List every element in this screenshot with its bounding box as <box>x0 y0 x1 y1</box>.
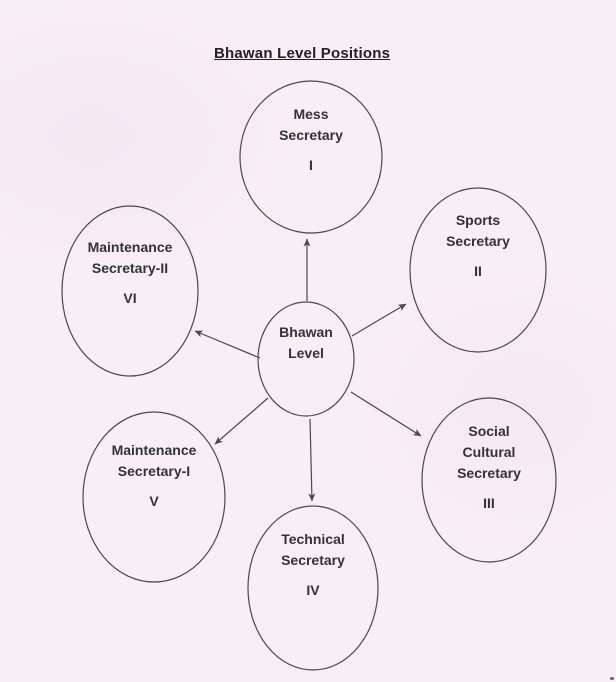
ellipse-bhawan-level <box>258 302 354 416</box>
arrow-center-to-sports <box>352 304 406 336</box>
arrow-center-to-social <box>351 392 421 436</box>
node-label-line: Secretary-I <box>117 463 191 479</box>
ellipse-technical-secretary <box>248 506 378 670</box>
page-title: Bhawan Level Positions <box>214 45 391 62</box>
node-numeral: II <box>474 263 482 279</box>
node-numeral: IV <box>306 582 320 598</box>
ellipse-maintenance-secretary-ii <box>62 206 198 376</box>
node-label-line: Cultural <box>462 444 516 460</box>
node-label-line: Secretary <box>281 552 345 568</box>
node-numeral: I <box>309 157 313 173</box>
ellipse-mess-secretary <box>240 81 382 233</box>
scan-speck <box>610 677 614 680</box>
node-numeral: VI <box>123 290 137 306</box>
node-label-line: Level <box>288 345 324 361</box>
node-label-line: Secretary <box>457 465 521 481</box>
arrow-center-to-technical <box>310 419 312 501</box>
node-label-line: Secretary <box>446 233 510 249</box>
node-label-line: Social <box>468 423 510 439</box>
arrow-center-to-maintenance-i <box>215 398 268 444</box>
node-label-line: Bhawan <box>279 324 333 340</box>
node-label-line: Maintenance <box>87 239 173 255</box>
node-label-line: Secretary <box>279 127 343 143</box>
ellipse-sports-secretary <box>410 188 546 352</box>
node-label-line: Mess <box>293 106 329 122</box>
ellipse-social-cultural-secretary <box>422 398 556 562</box>
node-label-line: Sports <box>455 212 501 228</box>
node-numeral: III <box>483 495 495 511</box>
node-label-line: Maintenance <box>111 442 197 458</box>
arrow-center-to-maintenance-ii <box>195 331 260 358</box>
node-label-line: Technical <box>281 531 345 547</box>
ellipse-maintenance-secretary-i <box>83 412 225 582</box>
node-numeral: V <box>149 493 159 509</box>
node-label-line: Secretary-II <box>91 260 169 276</box>
